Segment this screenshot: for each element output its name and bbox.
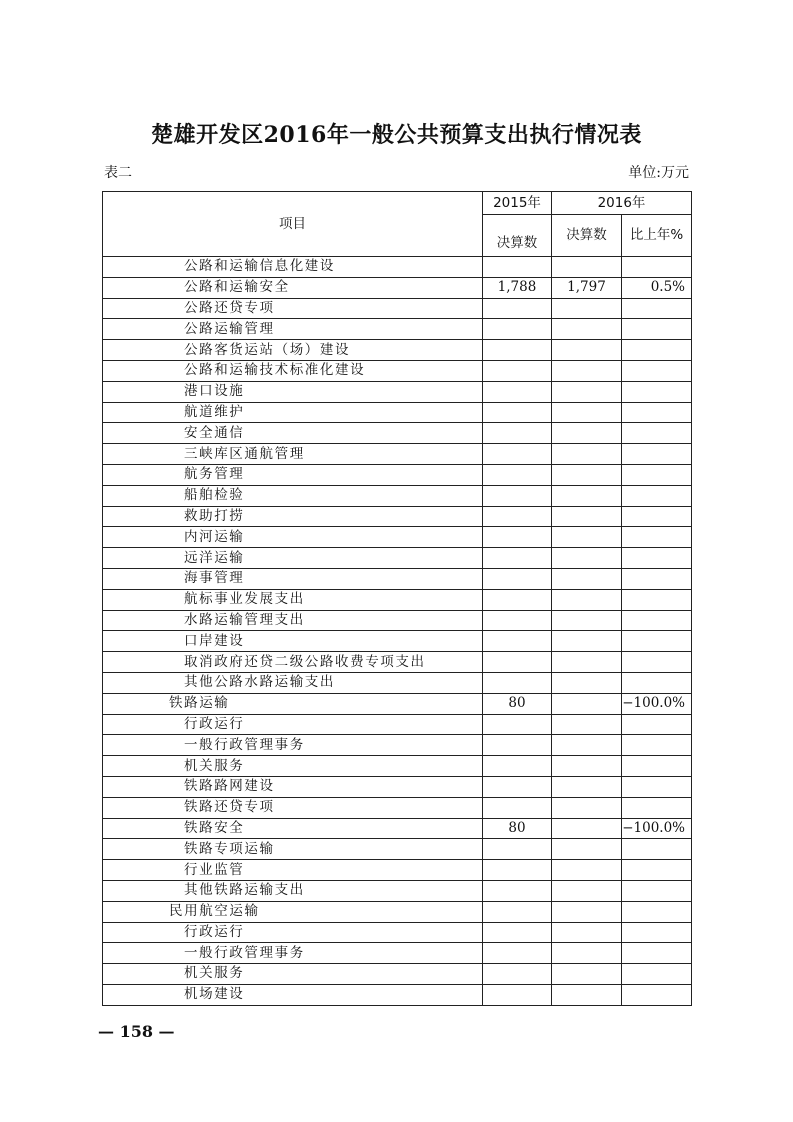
row-value-2015 bbox=[483, 298, 552, 319]
row-value-2016 bbox=[552, 527, 622, 548]
table-row bbox=[103, 464, 692, 485]
budget-table bbox=[102, 191, 692, 1006]
row-value-2015 bbox=[483, 964, 552, 985]
row-value-2016 bbox=[552, 548, 622, 569]
row-item: 公路和运输信息化建设 bbox=[103, 257, 483, 278]
row-change-pct bbox=[622, 756, 692, 777]
row-value-2015 bbox=[483, 631, 552, 652]
row-value-2016 bbox=[552, 776, 622, 797]
row-item: 三峡库区通航管理 bbox=[103, 444, 483, 465]
row-change-pct bbox=[622, 360, 692, 381]
row-value-2015 bbox=[483, 568, 552, 589]
row-value-2016 bbox=[552, 652, 622, 673]
table-row bbox=[103, 319, 692, 340]
header-year-2015: 2015年 bbox=[483, 192, 552, 215]
row-change-pct bbox=[622, 672, 692, 693]
row-change-pct bbox=[622, 652, 692, 673]
row-value-2016 bbox=[552, 797, 622, 818]
table-row bbox=[103, 964, 692, 985]
table-row bbox=[103, 589, 692, 610]
table-row bbox=[103, 277, 692, 298]
row-change-pct bbox=[622, 714, 692, 735]
row-value-2016 bbox=[552, 880, 622, 901]
row-value-2016 bbox=[552, 257, 622, 278]
row-change-pct bbox=[622, 444, 692, 465]
row-value-2015 bbox=[483, 506, 552, 527]
row-value-2016: 1,797 bbox=[552, 277, 622, 298]
row-item: 其他铁路运输支出 bbox=[103, 880, 483, 901]
table-row bbox=[103, 340, 692, 361]
table-row bbox=[103, 860, 692, 881]
row-value-2015 bbox=[483, 672, 552, 693]
row-value-2016 bbox=[552, 506, 622, 527]
row-value-2015 bbox=[483, 381, 552, 402]
row-value-2015 bbox=[483, 735, 552, 756]
row-item: 远洋运输 bbox=[103, 548, 483, 569]
row-value-2016 bbox=[552, 464, 622, 485]
table-row bbox=[103, 402, 692, 423]
row-item: 取消政府还贷二级公路收费专项支出 bbox=[103, 652, 483, 673]
row-item: 其他公路水路运输支出 bbox=[103, 672, 483, 693]
table-row bbox=[103, 652, 692, 673]
row-value-2015 bbox=[483, 756, 552, 777]
row-value-2015: 1,788 bbox=[483, 277, 552, 298]
table-row bbox=[103, 901, 692, 922]
table-row bbox=[103, 984, 692, 1005]
row-item: 公路和运输安全 bbox=[103, 277, 483, 298]
row-item: 铁路运输 bbox=[103, 693, 483, 714]
row-item: 口岸建设 bbox=[103, 631, 483, 652]
row-change-pct bbox=[622, 423, 692, 444]
row-value-2016 bbox=[552, 568, 622, 589]
row-change-pct bbox=[622, 776, 692, 797]
row-change-pct bbox=[622, 506, 692, 527]
table-row bbox=[103, 797, 692, 818]
row-item: 铁路专项运输 bbox=[103, 839, 483, 860]
row-item: 铁路还贷专项 bbox=[103, 797, 483, 818]
row-value-2015 bbox=[483, 319, 552, 340]
row-value-2015 bbox=[483, 485, 552, 506]
row-value-2015 bbox=[483, 880, 552, 901]
unit-label: 单位:万元 bbox=[628, 165, 689, 181]
row-value-2015 bbox=[483, 922, 552, 943]
row-value-2016 bbox=[552, 423, 622, 444]
row-value-2016 bbox=[552, 964, 622, 985]
row-change-pct bbox=[622, 340, 692, 361]
page-title: 楚雄开发区2016年一般公共预算支出执行情况表 bbox=[151, 122, 642, 148]
row-value-2016 bbox=[552, 756, 622, 777]
header-item: 项目 bbox=[103, 192, 483, 257]
row-value-2016 bbox=[552, 340, 622, 361]
row-item: 海事管理 bbox=[103, 568, 483, 589]
table-row bbox=[103, 568, 692, 589]
row-change-pct bbox=[622, 880, 692, 901]
table-row bbox=[103, 693, 692, 714]
row-value-2015 bbox=[483, 340, 552, 361]
row-item: 航标事业发展支出 bbox=[103, 589, 483, 610]
row-item: 一般行政管理事务 bbox=[103, 943, 483, 964]
row-value-2015 bbox=[483, 444, 552, 465]
row-value-2016 bbox=[552, 984, 622, 1005]
table-row bbox=[103, 257, 692, 278]
row-item: 安全通信 bbox=[103, 423, 483, 444]
row-value-2016 bbox=[552, 860, 622, 881]
row-value-2015 bbox=[483, 610, 552, 631]
row-item: 一般行政管理事务 bbox=[103, 735, 483, 756]
row-value-2016 bbox=[552, 298, 622, 319]
row-value-2016 bbox=[552, 381, 622, 402]
row-item: 救助打捞 bbox=[103, 506, 483, 527]
table-body bbox=[103, 257, 692, 1006]
row-value-2015 bbox=[483, 901, 552, 922]
header-change: 比上年% bbox=[622, 215, 692, 257]
table-row bbox=[103, 776, 692, 797]
row-value-2015 bbox=[483, 257, 552, 278]
table-row bbox=[103, 714, 692, 735]
row-value-2015 bbox=[483, 527, 552, 548]
row-value-2016 bbox=[552, 444, 622, 465]
row-value-2015 bbox=[483, 776, 552, 797]
row-change-pct bbox=[622, 922, 692, 943]
row-value-2015 bbox=[483, 943, 552, 964]
row-value-2015 bbox=[483, 839, 552, 860]
row-change-pct bbox=[622, 568, 692, 589]
table-row bbox=[103, 818, 692, 839]
table-row bbox=[103, 756, 692, 777]
table-row bbox=[103, 360, 692, 381]
row-value-2015 bbox=[483, 360, 552, 381]
header-actual-2016: 决算数 bbox=[552, 215, 622, 257]
row-value-2015 bbox=[483, 797, 552, 818]
row-value-2015 bbox=[483, 402, 552, 423]
row-value-2016 bbox=[552, 714, 622, 735]
row-change-pct bbox=[622, 548, 692, 569]
row-value-2016 bbox=[552, 818, 622, 839]
header-year-2016: 2016年 bbox=[552, 192, 692, 215]
row-value-2016 bbox=[552, 319, 622, 340]
table-row bbox=[103, 527, 692, 548]
table-row bbox=[103, 839, 692, 860]
row-value-2015 bbox=[483, 652, 552, 673]
row-change-pct bbox=[622, 964, 692, 985]
row-item: 船舶检验 bbox=[103, 485, 483, 506]
row-item: 水路运输管理支出 bbox=[103, 610, 483, 631]
row-value-2015 bbox=[483, 984, 552, 1005]
row-value-2016 bbox=[552, 631, 622, 652]
table-row bbox=[103, 631, 692, 652]
table-row bbox=[103, 298, 692, 319]
row-value-2016 bbox=[552, 943, 622, 964]
row-value-2016 bbox=[552, 360, 622, 381]
row-change-pct bbox=[622, 485, 692, 506]
row-item: 公路和运输技术标准化建设 bbox=[103, 360, 483, 381]
row-value-2016 bbox=[552, 839, 622, 860]
row-item: 内河运输 bbox=[103, 527, 483, 548]
row-item: 公路还贷专项 bbox=[103, 298, 483, 319]
row-change-pct bbox=[622, 901, 692, 922]
table-row bbox=[103, 485, 692, 506]
row-value-2015 bbox=[483, 464, 552, 485]
row-change-pct bbox=[622, 464, 692, 485]
row-item: 行政运行 bbox=[103, 922, 483, 943]
row-item: 机场建设 bbox=[103, 984, 483, 1005]
row-item: 公路运输管理 bbox=[103, 319, 483, 340]
row-change-pct bbox=[622, 527, 692, 548]
row-value-2015 bbox=[483, 589, 552, 610]
row-change-pct bbox=[622, 319, 692, 340]
row-value-2016 bbox=[552, 672, 622, 693]
table-header bbox=[103, 192, 692, 257]
table-row bbox=[103, 610, 692, 631]
row-item: 行政运行 bbox=[103, 714, 483, 735]
table-label: 表二 bbox=[104, 165, 132, 181]
row-change-pct bbox=[622, 984, 692, 1005]
table-row bbox=[103, 672, 692, 693]
row-item: 航道维护 bbox=[103, 402, 483, 423]
table-row bbox=[103, 548, 692, 569]
row-change-pct bbox=[622, 860, 692, 881]
row-value-2015 bbox=[483, 548, 552, 569]
table-row bbox=[103, 922, 692, 943]
row-change-pct bbox=[622, 298, 692, 319]
row-change-pct bbox=[622, 610, 692, 631]
table-row bbox=[103, 444, 692, 465]
row-change-pct: 0.5% bbox=[622, 277, 692, 298]
table-row bbox=[103, 880, 692, 901]
table-row bbox=[103, 943, 692, 964]
row-change-pct bbox=[622, 943, 692, 964]
row-change-pct: −100.0% bbox=[622, 818, 692, 839]
row-value-2016 bbox=[552, 610, 622, 631]
row-change-pct: −100.0% bbox=[622, 693, 692, 714]
row-item: 行业监管 bbox=[103, 860, 483, 881]
row-change-pct bbox=[622, 402, 692, 423]
row-value-2016 bbox=[552, 693, 622, 714]
row-value-2016 bbox=[552, 735, 622, 756]
row-value-2016 bbox=[552, 901, 622, 922]
row-value-2015 bbox=[483, 423, 552, 444]
table-row bbox=[103, 506, 692, 527]
row-item: 航务管理 bbox=[103, 464, 483, 485]
row-item: 铁路路网建设 bbox=[103, 776, 483, 797]
row-value-2015: 80 bbox=[483, 818, 552, 839]
row-item: 民用航空运输 bbox=[103, 901, 483, 922]
row-change-pct bbox=[622, 735, 692, 756]
row-change-pct bbox=[622, 381, 692, 402]
row-item: 机关服务 bbox=[103, 964, 483, 985]
row-change-pct bbox=[622, 257, 692, 278]
row-change-pct bbox=[622, 589, 692, 610]
header-actual-2015: 决算数 bbox=[483, 215, 552, 257]
row-value-2015 bbox=[483, 860, 552, 881]
row-value-2015: 80 bbox=[483, 693, 552, 714]
row-value-2016 bbox=[552, 589, 622, 610]
row-item: 港口设施 bbox=[103, 381, 483, 402]
table-row bbox=[103, 423, 692, 444]
row-item: 公路客货运站（场）建设 bbox=[103, 340, 483, 361]
row-value-2016 bbox=[552, 402, 622, 423]
row-value-2015 bbox=[483, 714, 552, 735]
row-value-2016 bbox=[552, 922, 622, 943]
row-item: 机关服务 bbox=[103, 756, 483, 777]
row-value-2016 bbox=[552, 485, 622, 506]
row-item: 铁路安全 bbox=[103, 818, 483, 839]
row-change-pct bbox=[622, 797, 692, 818]
row-change-pct bbox=[622, 631, 692, 652]
table-row bbox=[103, 735, 692, 756]
row-change-pct bbox=[622, 839, 692, 860]
table-row bbox=[103, 381, 692, 402]
page-number: — 158 — bbox=[98, 1022, 175, 1041]
